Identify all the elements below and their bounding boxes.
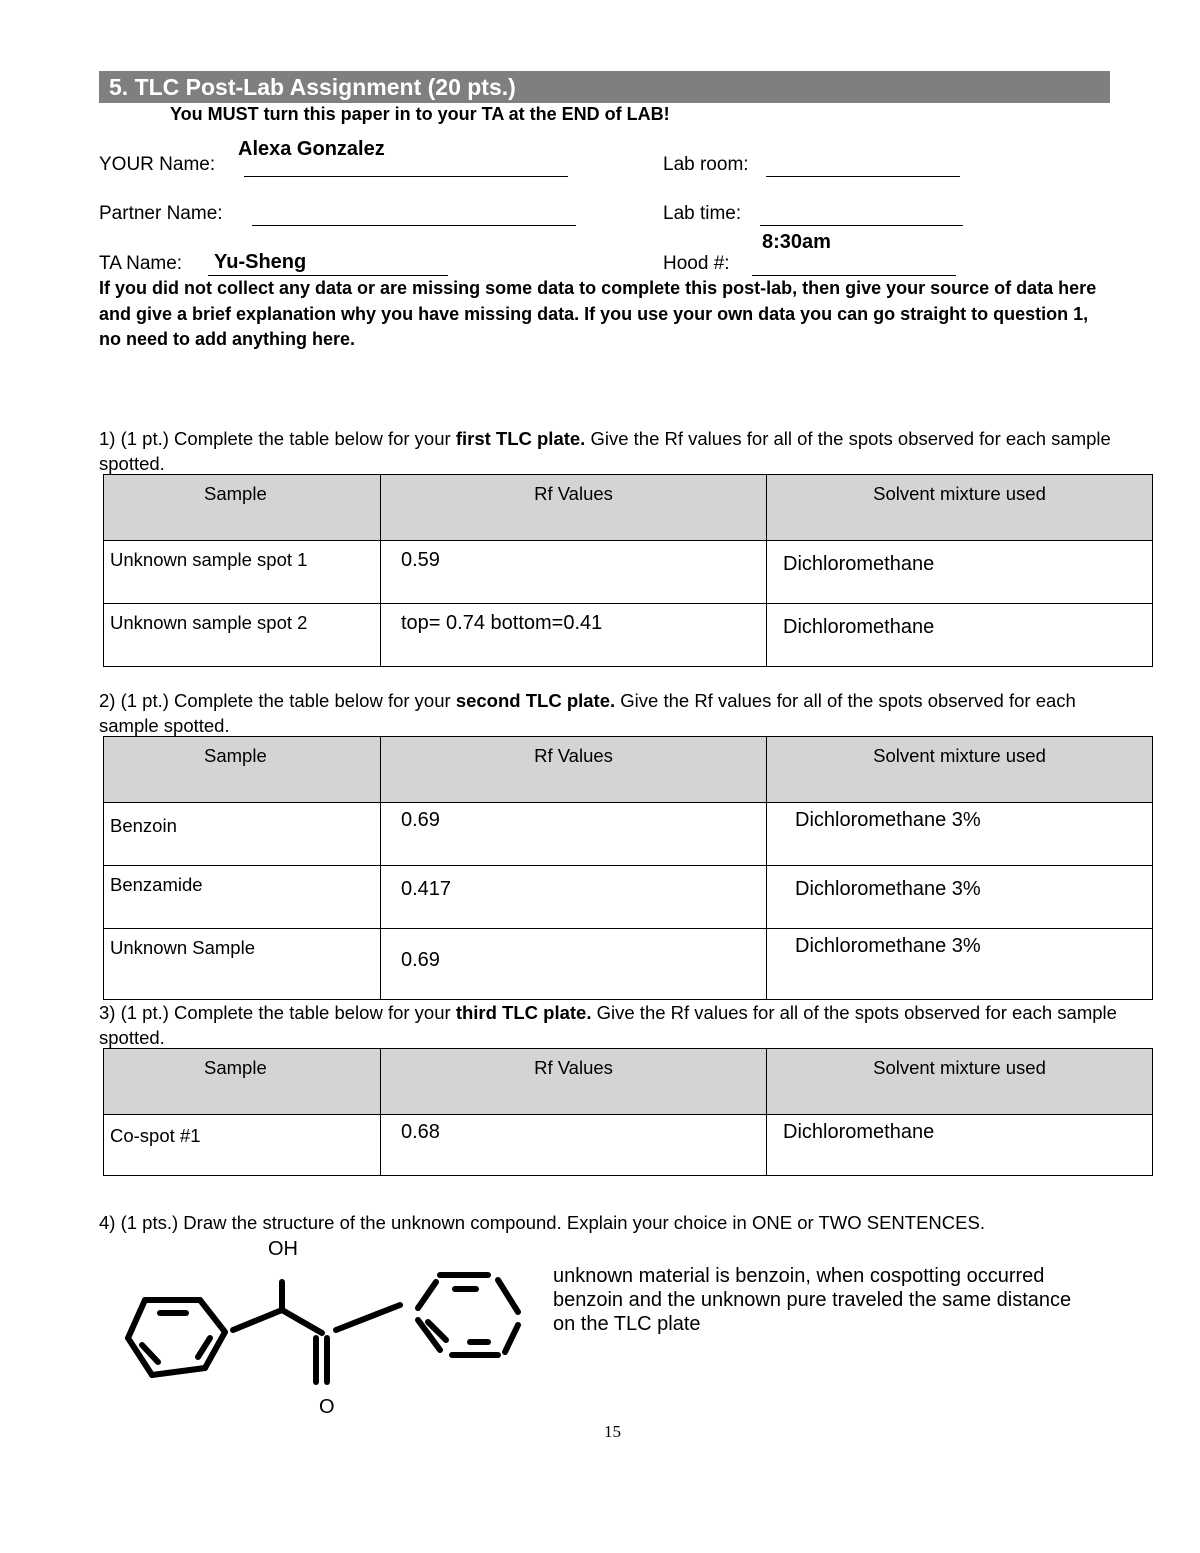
solvent-cell[interactable]: Dichloromethane 3% xyxy=(767,929,1153,1000)
sample-cell: Unknown sample spot 2 xyxy=(104,604,381,667)
col-solvent: Solvent mixture used xyxy=(767,475,1153,541)
ring-bond xyxy=(505,1325,518,1352)
solvent-cell[interactable]: Dichloromethane xyxy=(767,1115,1153,1176)
rf-cell[interactable]: 0.417 xyxy=(381,866,767,929)
q1-prefix: 1) (1 pt.) Complete the table below for your xyxy=(99,428,456,449)
page-number: 15 xyxy=(604,1422,621,1441)
hood-label: Hood #: xyxy=(663,253,730,274)
rf-cell[interactable]: 0.59 xyxy=(381,541,767,604)
ring-double-bond xyxy=(198,1338,210,1357)
sample-cell: Unknown Sample xyxy=(104,929,381,1000)
question-4: 4) (1 pts.) Draw the structure of the unknown compound. Explain your choice in ONE or TWO SENTENCES. xyxy=(99,1212,985,1233)
q2-prefix: 2) (1 pt.) Complete the table below for your xyxy=(99,690,456,711)
rf-cell[interactable]: 0.68 xyxy=(381,1115,767,1176)
solvent-cell[interactable]: Dichloromethane xyxy=(767,604,1153,667)
lab-time-value[interactable]: 8:30am xyxy=(762,231,831,253)
your-name-value[interactable]: Alexa Gonzalez xyxy=(238,138,385,160)
rf-cell[interactable]: 0.69 xyxy=(381,803,767,866)
ring-bond xyxy=(498,1280,518,1312)
solvent-cell[interactable]: Dichloromethane 3% xyxy=(767,803,1153,866)
col-sample: Sample xyxy=(104,737,381,803)
q2-bold: second TLC plate. xyxy=(455,690,616,711)
ta-name-label: TA Name: xyxy=(99,253,183,274)
ring-bond xyxy=(418,1282,436,1308)
sample-cell: Benzamide xyxy=(104,866,381,929)
col-sample: Sample xyxy=(104,1049,381,1115)
q3-prefix: 3) (1 pt.) Complete the table below for your xyxy=(99,1002,456,1023)
sample-cell: Co-spot #1 xyxy=(104,1115,381,1176)
structure-explanation[interactable]: unknown material is benzoin, when cospotting occurred benzoin and the unknown pure traveled the same distance on the TLC plate xyxy=(553,1265,1072,1335)
missing-data-instructions: If you did not collect any data or are missing some data to complete this post-lab, then give your source of data here and give a brief explanation why you have missing data. If you use your own data you can go straight to question 1, no need to add anything here. xyxy=(99,278,1097,349)
rf-cell[interactable]: 0.69 xyxy=(381,929,767,1000)
q2-suffix: Give the Rf values for all of the spots observed for each sample spotted. xyxy=(99,690,1076,736)
partner-name-label: Partner Name: xyxy=(99,203,223,224)
ring-bond xyxy=(128,1300,145,1338)
col-rf: Rf Values xyxy=(381,1049,767,1115)
sample-cell: Benzoin xyxy=(104,803,381,866)
q1-bold: first TLC plate. xyxy=(455,428,586,449)
col-rf: Rf Values xyxy=(381,737,767,803)
solvent-cell[interactable]: Dichloromethane 3% xyxy=(767,866,1153,929)
ring-bond xyxy=(200,1300,225,1332)
ring-bond xyxy=(152,1368,205,1375)
section-title: 5. TLC Post-Lab Assignment (20 pts.) xyxy=(99,71,1110,103)
chain-bond xyxy=(233,1310,282,1330)
ta-name-value[interactable]: Yu-Sheng xyxy=(214,251,307,273)
col-sample: Sample xyxy=(104,475,381,541)
solvent-cell[interactable]: Dichloromethane xyxy=(767,541,1153,604)
turn-in-notice: You MUST turn this paper in to your TA at the END of LAB! xyxy=(170,104,670,124)
q3-bold: third TLC plate. xyxy=(455,1002,592,1023)
sample-cell: Unknown sample spot 1 xyxy=(104,541,381,604)
lab-time-label: Lab time: xyxy=(663,203,742,224)
col-rf: Rf Values xyxy=(381,475,767,541)
oh-label: OH xyxy=(268,1238,298,1260)
rf-cell[interactable]: top= 0.74 bottom=0.41 xyxy=(381,604,767,667)
lab-room-label: Lab room: xyxy=(663,154,749,175)
col-solvent: Solvent mixture used xyxy=(767,737,1153,803)
q3-suffix: Give the Rf values for all of the spots observed for each sample spotted. xyxy=(99,1002,1117,1048)
carbonyl-o-label: O xyxy=(319,1396,335,1418)
q1-suffix: Give the Rf values for all of the spots observed for each sample spotted. xyxy=(99,428,1111,474)
chain-bond xyxy=(336,1305,400,1330)
your-name-label: YOUR Name: xyxy=(99,154,216,175)
col-solvent: Solvent mixture used xyxy=(767,1049,1153,1115)
chain-bond xyxy=(282,1310,322,1333)
